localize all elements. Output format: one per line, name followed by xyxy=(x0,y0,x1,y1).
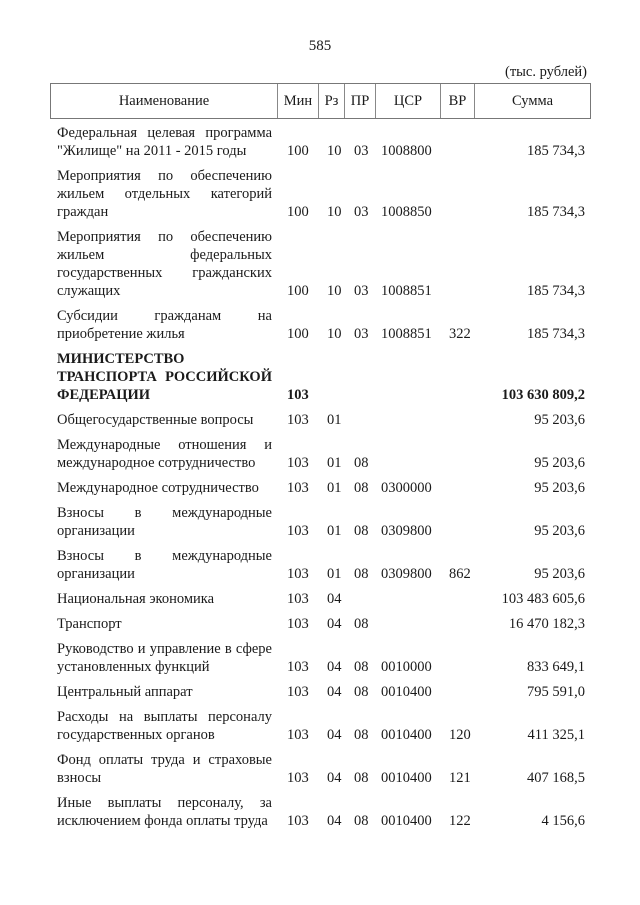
row-csr: 1008850 xyxy=(381,204,432,220)
row-sum: 185 734,3 xyxy=(527,326,585,342)
row-pr: 03 xyxy=(354,326,369,342)
row-min: 103 xyxy=(287,412,309,428)
table-row xyxy=(57,708,585,744)
table-body xyxy=(57,124,585,837)
row-rz: 01 xyxy=(327,480,342,496)
row-name: Взносы в международные организации xyxy=(57,548,272,582)
row-vr: 121 xyxy=(449,770,471,786)
row-sum: 95 203,6 xyxy=(534,523,585,539)
row-rz: 01 xyxy=(327,412,342,428)
row-name: Субсидии гражданам на приобретение жилья xyxy=(57,308,272,342)
row-sum: 185 734,3 xyxy=(527,283,585,299)
row-name: Руководство и управление в сфере установленных функций xyxy=(57,641,272,675)
row-min: 103 xyxy=(287,387,309,403)
header-min: Мин xyxy=(278,84,319,118)
table-row xyxy=(57,479,585,497)
row-rz: 04 xyxy=(327,659,342,675)
row-rz: 01 xyxy=(327,566,342,582)
row-min: 100 xyxy=(287,204,309,220)
row-min: 103 xyxy=(287,566,309,582)
row-pr: 08 xyxy=(354,523,369,539)
row-sum: 103 630 809,2 xyxy=(501,387,585,403)
header-rz: Рз xyxy=(319,84,345,118)
row-min: 103 xyxy=(287,616,309,632)
row-sum: 95 203,6 xyxy=(534,566,585,582)
row-sum: 795 591,0 xyxy=(527,684,585,700)
row-sum: 185 734,3 xyxy=(527,204,585,220)
row-sum: 411 325,1 xyxy=(527,727,585,743)
row-pr: 08 xyxy=(354,566,369,582)
row-name: Международное сотрудничество xyxy=(57,480,259,496)
row-name: Национальная экономика xyxy=(57,591,215,607)
row-sum: 833 649,1 xyxy=(527,659,585,675)
row-csr: 0309800 xyxy=(381,523,432,539)
row-min: 103 xyxy=(287,591,309,607)
table-row xyxy=(57,640,585,676)
header-pr: ПР xyxy=(345,84,376,118)
row-sum: 103 483 605,6 xyxy=(501,591,585,607)
row-rz: 04 xyxy=(327,591,342,607)
row-name: Фонд оплаты труда и страховые взносы xyxy=(57,752,272,786)
row-sum: 4 156,6 xyxy=(541,813,585,829)
row-pr: 08 xyxy=(354,455,369,471)
row-name: Взносы в международные организации xyxy=(57,505,272,539)
row-name: МИНИСТЕРСТВО ТРАНСПОРТА РОССИЙСКОЙ ФЕДЕРАЦИИ xyxy=(57,351,272,403)
row-pr: 03 xyxy=(354,204,369,220)
row-csr: 0300000 xyxy=(381,480,432,496)
row-sum: 16 470 182,3 xyxy=(508,616,585,632)
row-name: Международные отношения и международное сотрудничество xyxy=(57,437,272,471)
row-name: Мероприятия по обеспечению жильем федеральных государственных гражданских служащих xyxy=(57,229,272,299)
table-row xyxy=(57,350,585,404)
row-csr: 0010400 xyxy=(381,813,432,829)
units-label: (тыс. рублей) xyxy=(505,64,587,80)
table-row xyxy=(57,794,585,830)
row-pr: 08 xyxy=(354,659,369,675)
table-header xyxy=(50,83,591,119)
row-csr: 0010400 xyxy=(381,770,432,786)
row-min: 100 xyxy=(287,326,309,342)
row-csr: 0010400 xyxy=(381,727,432,743)
row-min: 103 xyxy=(287,813,309,829)
row-min: 103 xyxy=(287,659,309,675)
row-rz: 10 xyxy=(327,204,342,220)
row-min: 100 xyxy=(287,143,309,159)
table-row xyxy=(57,504,585,540)
row-pr: 03 xyxy=(354,283,369,299)
table-row xyxy=(57,307,585,343)
row-csr: 0010400 xyxy=(381,684,432,700)
row-min: 103 xyxy=(287,684,309,700)
row-sum: 95 203,6 xyxy=(534,412,585,428)
table-row xyxy=(57,590,585,608)
table-row xyxy=(57,547,585,583)
row-sum: 95 203,6 xyxy=(534,455,585,471)
page-number: 585 xyxy=(308,38,332,54)
row-min: 103 xyxy=(287,455,309,471)
row-min: 100 xyxy=(287,283,309,299)
header-name: Наименование xyxy=(51,84,278,118)
row-rz: 10 xyxy=(327,283,342,299)
row-rz: 04 xyxy=(327,616,342,632)
row-vr: 120 xyxy=(449,727,471,743)
row-name: Центральный аппарат xyxy=(57,684,193,700)
row-name: Общегосударственные вопросы xyxy=(57,412,254,428)
row-min: 103 xyxy=(287,480,309,496)
row-name: Расходы на выплаты персоналу государственных органов xyxy=(57,709,272,743)
row-sum: 185 734,3 xyxy=(527,143,585,159)
table-row xyxy=(57,615,585,633)
row-csr: 1008800 xyxy=(381,143,432,159)
row-min: 103 xyxy=(287,770,309,786)
row-rz: 04 xyxy=(327,770,342,786)
row-pr: 08 xyxy=(354,684,369,700)
row-pr: 08 xyxy=(354,616,369,632)
row-csr: 0309800 xyxy=(381,566,432,582)
table-row xyxy=(57,167,585,221)
row-name: Транспорт xyxy=(57,616,122,632)
row-pr: 08 xyxy=(354,770,369,786)
row-vr: 862 xyxy=(449,566,471,582)
row-csr: 1008851 xyxy=(381,326,432,342)
row-sum: 407 168,5 xyxy=(527,770,585,786)
header-sum: Сумма xyxy=(511,92,554,109)
row-csr: 0010000 xyxy=(381,659,432,675)
row-pr: 08 xyxy=(354,480,369,496)
row-min: 103 xyxy=(287,523,309,539)
row-rz: 04 xyxy=(327,727,342,743)
row-rz: 04 xyxy=(327,684,342,700)
row-min: 103 xyxy=(287,727,309,743)
row-rz: 01 xyxy=(327,455,342,471)
row-sum: 95 203,6 xyxy=(534,480,585,496)
row-rz: 10 xyxy=(327,143,342,159)
row-rz: 01 xyxy=(327,523,342,539)
header-csr: ЦСР xyxy=(376,84,441,118)
row-name: Мероприятия по обеспечению жильем отдельных категорий граждан xyxy=(57,168,272,220)
row-vr: 122 xyxy=(449,813,471,829)
table-row xyxy=(57,683,585,701)
row-vr: 322 xyxy=(449,326,471,342)
table-row xyxy=(57,436,585,472)
header-vr: ВР xyxy=(441,84,475,118)
table-row xyxy=(57,751,585,787)
row-name: Федеральная целевая программа "Жилище" на 2011 - 2015 годы xyxy=(57,125,272,159)
row-rz: 10 xyxy=(327,326,342,342)
row-rz: 04 xyxy=(327,813,342,829)
table-row xyxy=(57,228,585,300)
row-pr: 08 xyxy=(354,813,369,829)
row-csr: 1008851 xyxy=(381,283,432,299)
row-pr: 03 xyxy=(354,143,369,159)
row-name: Иные выплаты персоналу, за исключением фонда оплаты труда xyxy=(57,795,272,829)
table-row xyxy=(57,411,585,429)
row-pr: 08 xyxy=(354,727,369,743)
table-row xyxy=(57,124,585,160)
